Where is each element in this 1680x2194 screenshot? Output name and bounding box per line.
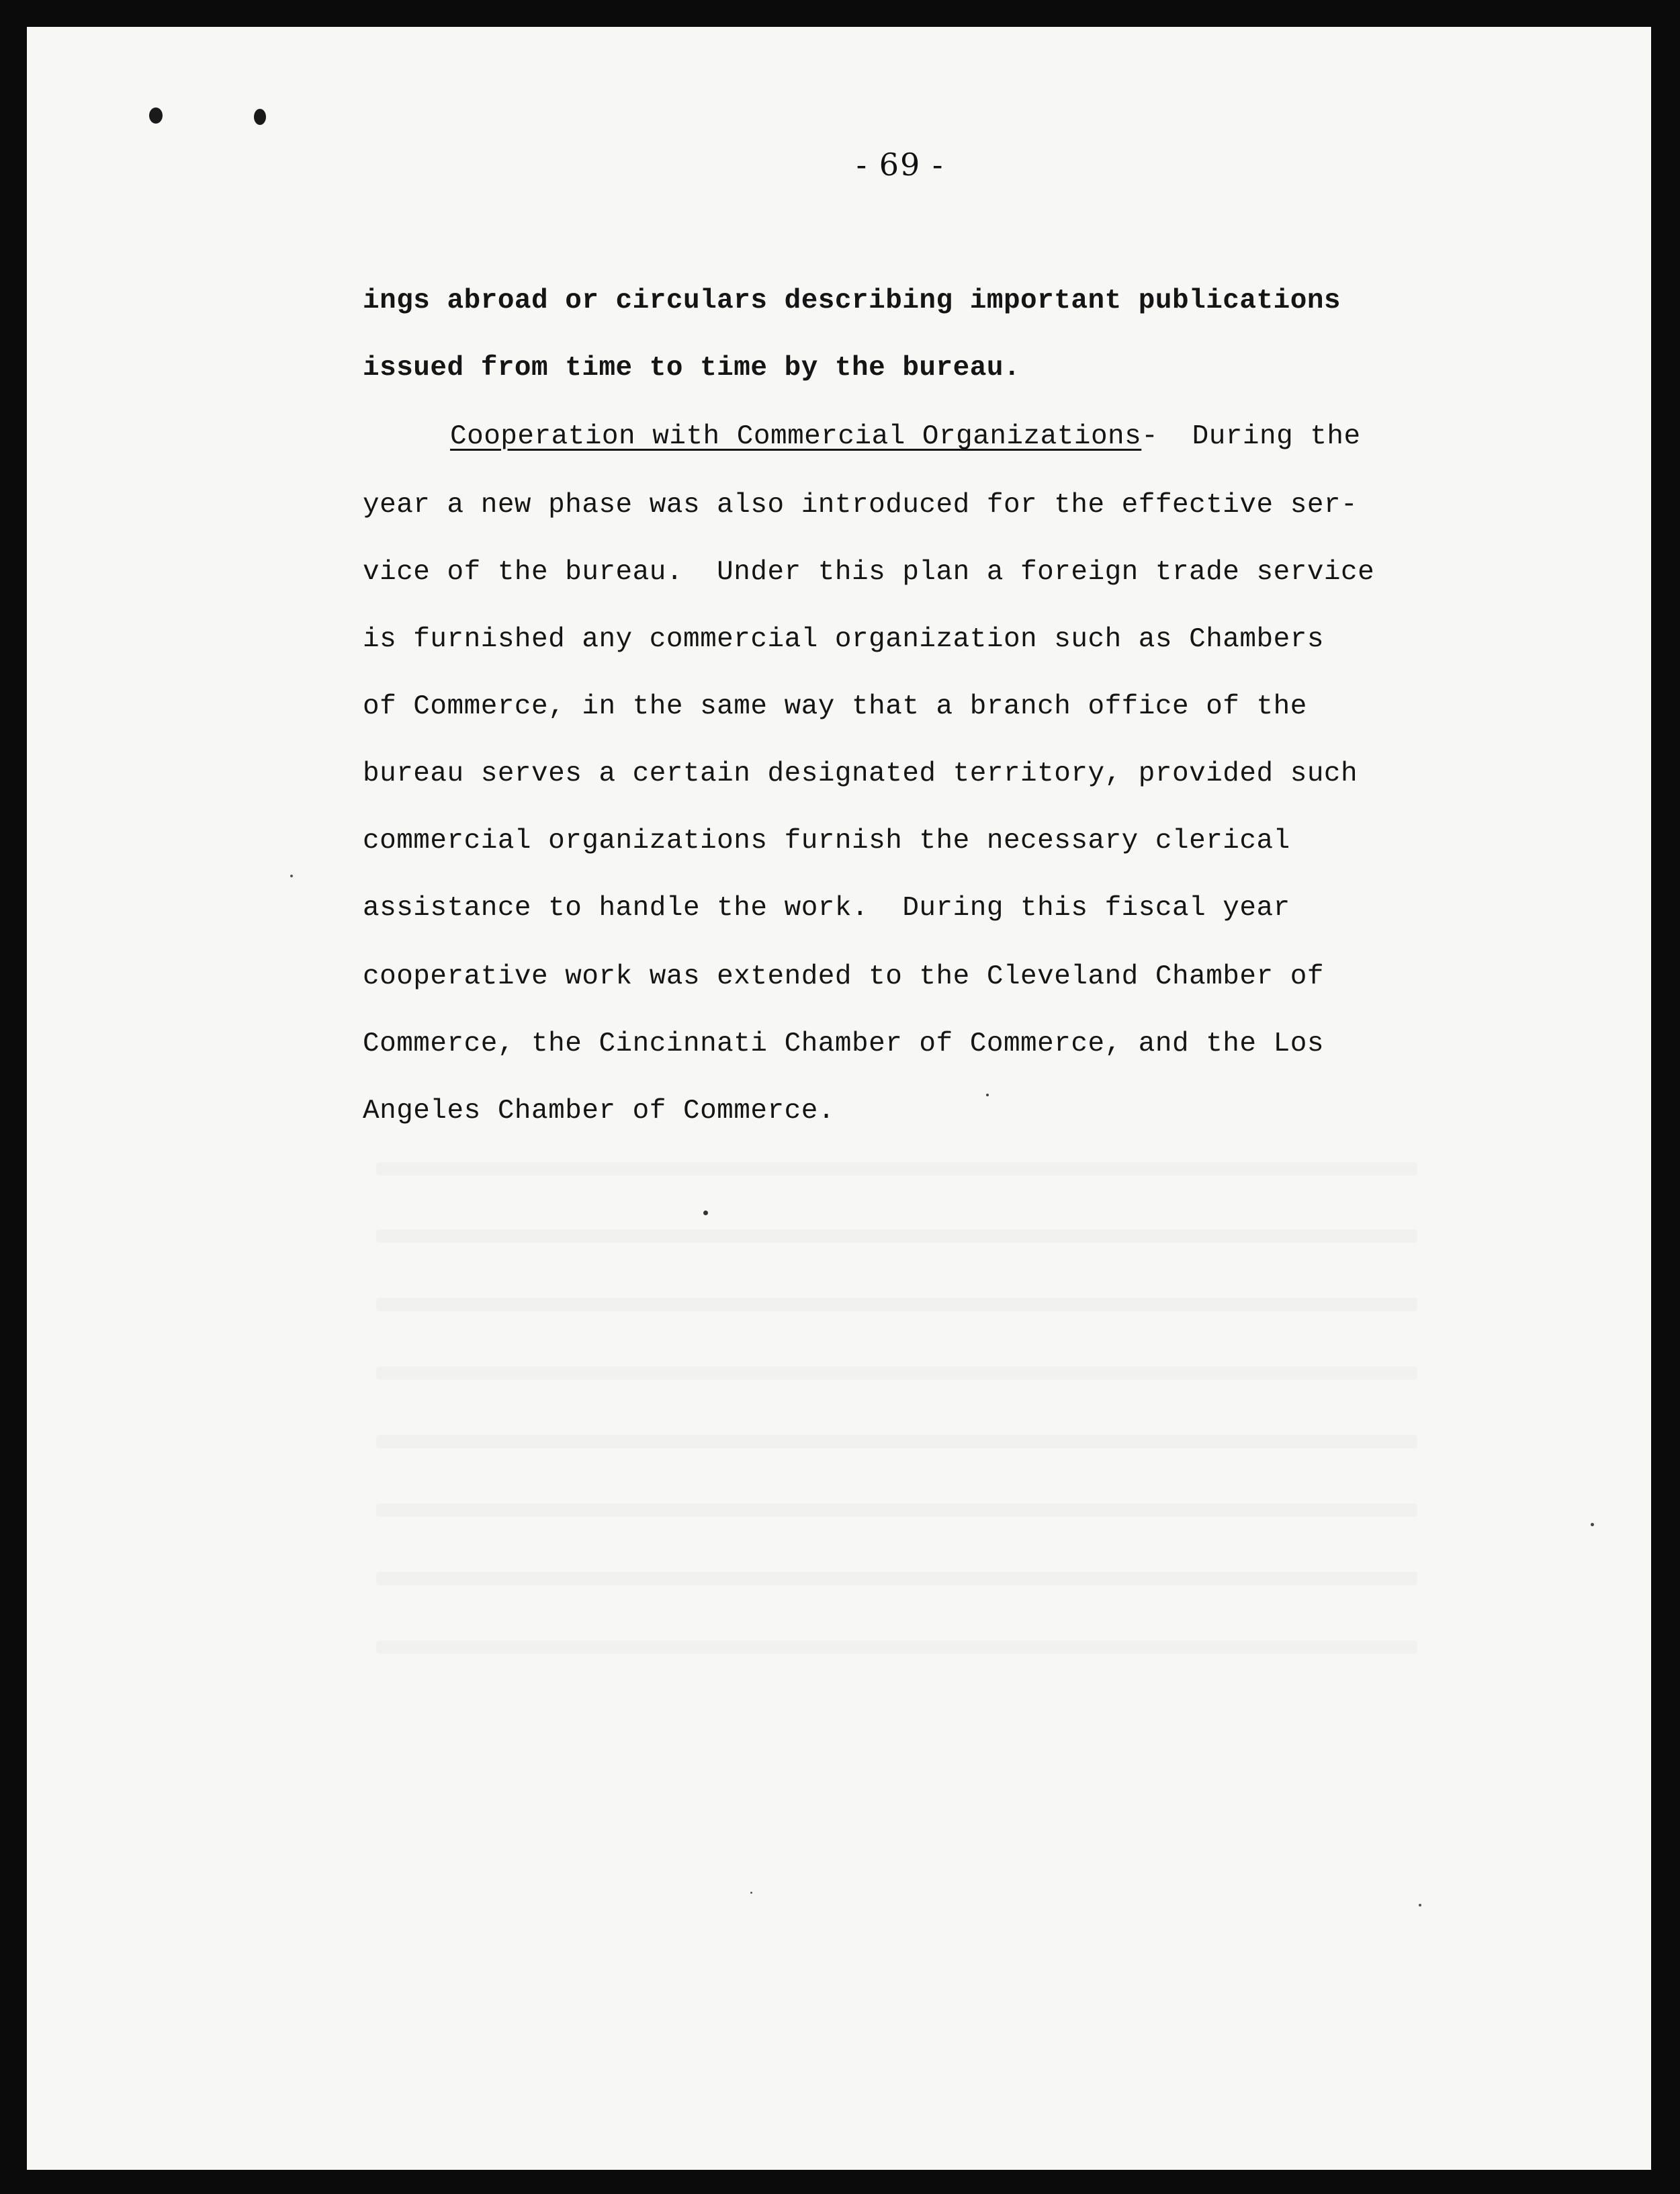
punch-hole-mark (254, 109, 266, 125)
bleed-through-line (376, 1229, 1417, 1243)
bleed-through-line (376, 1503, 1417, 1517)
ink-speck (290, 875, 293, 877)
section-heading-line (450, 416, 1361, 457)
section-heading: Cooperation with Commercial Organizations (450, 421, 1142, 452)
text-line: Angeles Chamber of Commerce. (363, 1096, 835, 1127)
bleed-through-line (376, 1366, 1417, 1380)
ink-speck (1419, 1904, 1421, 1906)
ink-speck (986, 1094, 989, 1096)
text-line: bureau serves a certain designated territory, provided such (363, 758, 1358, 789)
page-number: - 69 - (856, 146, 944, 183)
ink-speck (703, 1211, 708, 1215)
bleed-through-line (376, 1640, 1417, 1654)
heading-continuation: During the (1192, 421, 1361, 452)
text-line: issued from time to time by the bureau. (363, 353, 1021, 384)
text-line: year a new phase was also introduced for the effective ser- (363, 490, 1358, 521)
punch-hole-mark (149, 107, 163, 124)
text-line: vice of the bureau. Under this plan a foreign trade service (363, 557, 1375, 588)
document-page (27, 27, 1651, 2170)
ink-speck (750, 1892, 752, 1894)
bleed-through-line (376, 1572, 1417, 1585)
text-line: Commerce, the Cincinnati Chamber of Commerce, and the Los (363, 1028, 1324, 1059)
bleed-through-line (376, 1298, 1417, 1311)
text-line: is furnished any commercial organization such as Chambers (363, 624, 1324, 655)
heading-dash: - (1141, 421, 1159, 452)
text-line: cooperative work was extended to the Cleveland Chamber of (363, 961, 1324, 992)
ink-speck (1591, 1523, 1594, 1526)
text-line: assistance to handle the work. During this fiscal year (363, 893, 1290, 924)
text-line: ings abroad or circulars describing important publications (363, 286, 1341, 316)
bleed-through-line (376, 1162, 1417, 1176)
text-line: of Commerce, in the same way that a branch office of the (363, 691, 1307, 722)
text-line: commercial organizations furnish the necessary clerical (363, 826, 1290, 857)
bleed-through-line (376, 1435, 1417, 1448)
